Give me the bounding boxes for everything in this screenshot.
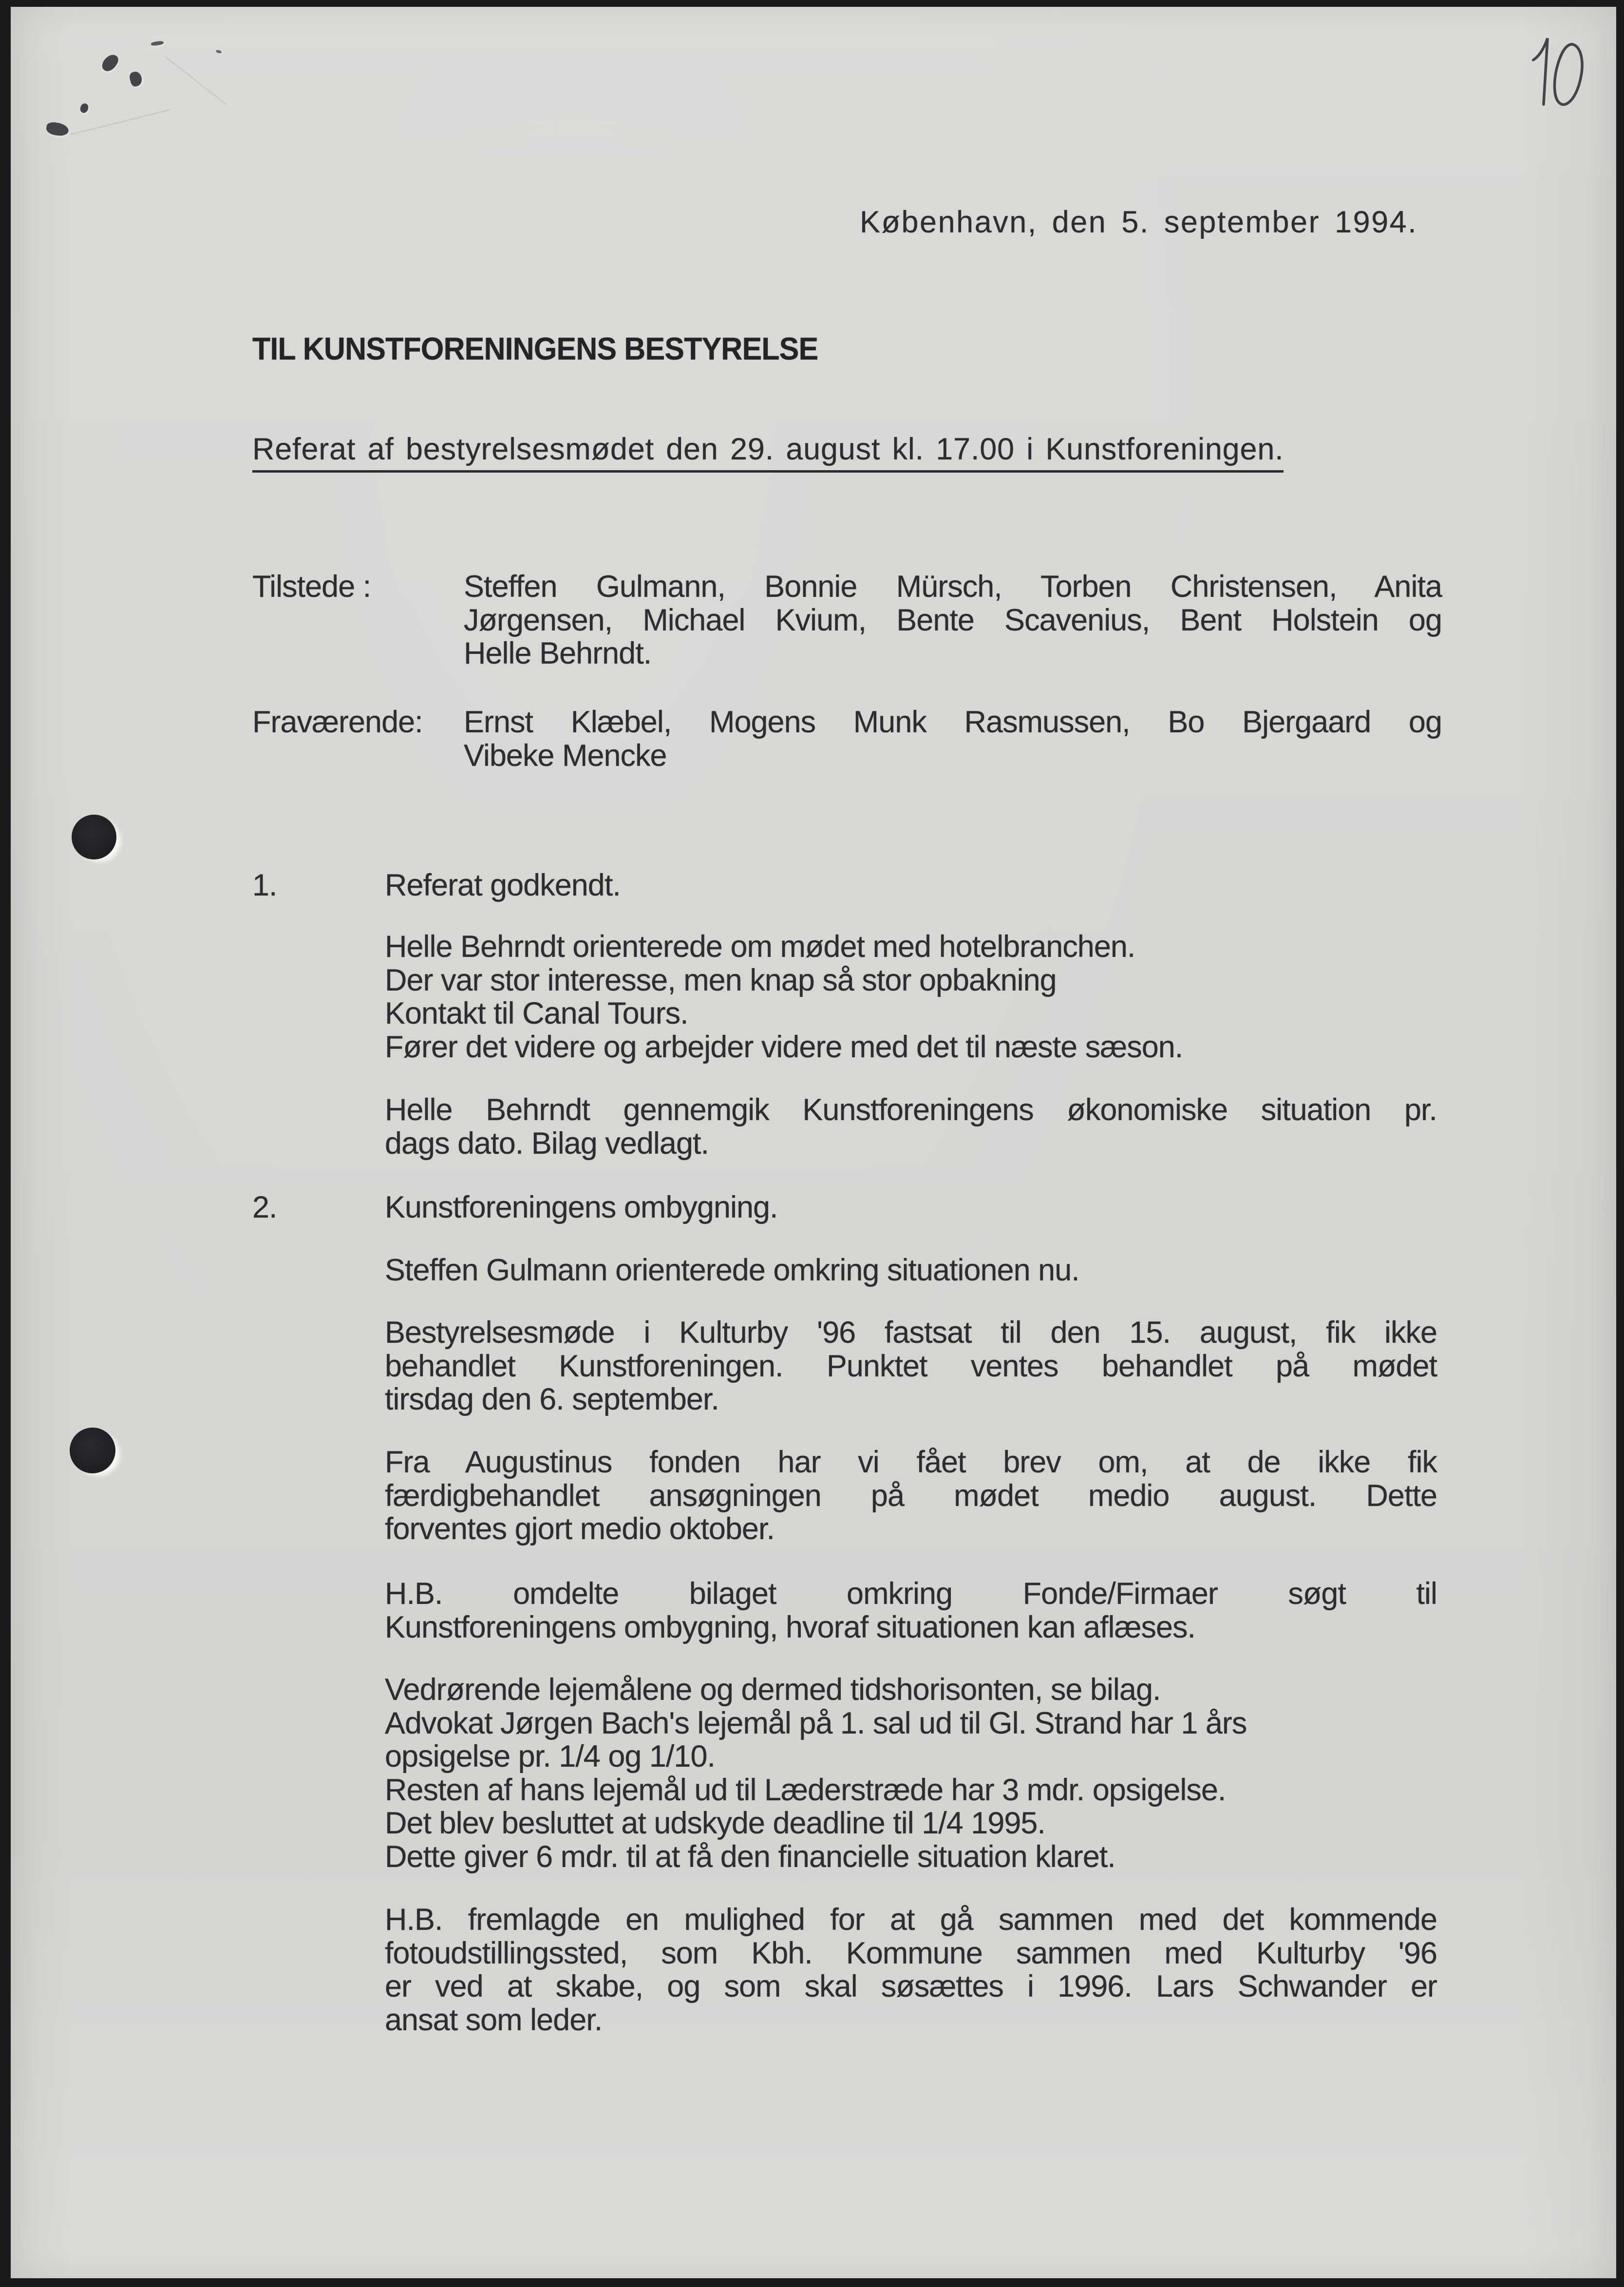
paragraph [385,1577,1437,1644]
document-line: Fra Augustinus fonden har vi fået brev om, at de ikke fik [385,1445,1437,1479]
document-line: Helle Behrndt orienterede om mødet med hotelbranchen. [385,930,1135,964]
crease-line [71,109,170,135]
document-line: tirsdag den 6. september. [385,1382,719,1416]
paper-damage-mark [151,40,164,46]
document-line: Vedrørende lejemålene og dermed tidshorisonten, se bilag. [385,1673,1161,1707]
handwritten-page-number [1524,32,1597,120]
crease-line [165,56,227,105]
date-line: København, den 5. september 1994. [860,205,1418,239]
document-line: Resten af hans lejemål ud til Læderstræde har 3 mdr. opsigelse. [385,1772,1226,1807]
document-title: TIL KUNSTFORENINGENS BESTYRELSE [252,331,818,366]
document-line: Det blev besluttet at udskyde deadline til 1/4 1995. [385,1806,1045,1840]
document-line: er ved at skabe, og som skal søsættes i 1996. Lars Schwander er [385,1969,1437,2003]
document-line: Helle Behrndt gennemgik Kunstforeningens økonomiske situation pr. [385,1093,1437,1127]
document-line: Bestyrelsesmøde i Kulturby '96 fastsat til den 15. august, fik ikke [385,1315,1437,1350]
document-line: Jørgensen, Michael Kvium, Bente Scavenius, Bent Holstein og [464,603,1442,637]
document-line: Ernst Klæbel, Mogens Munk Rasmussen, Bo Bjergaard og [464,705,1442,739]
document-line: dags dato. Bilag vedlagt. [385,1126,709,1161]
paper-damage-mark [215,50,222,54]
document-line: Kunstforeningens ombygning, hvoraf situationen kan aflæses. [385,1610,1196,1644]
item-number: 2. [252,1190,277,1224]
subject-line: Referat af bestyrelsesmødet den 29. august kl. 17.00 i Kunstforeningen. [252,433,1284,473]
document-line: Helle Behrndt. [464,636,652,670]
document-line: H.B. fremlagde en mulighed for at gå sammen med det kommende [385,1903,1437,1937]
paragraph [385,1093,1437,1160]
document-line: færdigbehandlet ansøgningen på mødet medio august. Dette [385,1478,1437,1513]
subject-row [252,433,1284,473]
hole-punch-bottom [70,1428,115,1473]
paragraph [385,1446,1437,1546]
document-line: ansat som leder. [385,2002,603,2037]
hole-punch-top [72,815,116,859]
absent-label: Fraværende: [252,705,423,739]
item-heading: Kunstforeningens ombygning. [385,1190,778,1224]
paragraph [385,1254,1437,1287]
document-line: Steffen Gulmann, Bonnie Mürsch, Torben Christensen, Anita [464,570,1442,604]
document-line: Dette giver 6 mdr. til at få den financielle situation klaret. [385,1839,1115,1874]
document-line: Fører det videre og arbejder videre med det til næste sæson. [385,1029,1183,1064]
paragraph [385,930,1437,1064]
present-names [464,570,1442,670]
present-label: Tilstede : [252,570,371,604]
item-heading: Referat godkendt. [385,868,621,902]
document-line: Advokat Jørgen Bach's lejemål på 1. sal ud til Gl. Strand har 1 års [385,1706,1247,1740]
paper-damage-mark [79,102,90,114]
paragraph [385,1903,1437,2037]
paper-damage-mark [99,52,120,74]
document-line: Der var stor interesse, men knap så stor opbakning [385,963,1057,997]
document-line: behandlet Kunstforeningen. Punktet ventes behandlet på mødet [385,1349,1437,1383]
document-line: opsigelse pr. 1/4 og 1/10. [385,1739,716,1773]
paper-sheet [11,7,1616,2278]
paragraph [385,1316,1437,1416]
document-line: H.B. omdelte bilaget omkring Fonde/Firmaer søgt til [385,1577,1437,1611]
document-line: Steffen Gulmann orienterede omkring situationen nu. [385,1253,1079,1287]
absent-names [464,705,1442,772]
document-line: Vibeke Mencke [464,738,667,773]
paper-damage-mark [45,121,69,137]
document-line: Kontakt til Canal Tours. [385,996,688,1030]
paper-damage-mark [129,70,144,87]
item-number: 1. [252,868,277,902]
document-line: fotoudstillingssted, som Kbh. Kommune sammen med Kulturby '96 [385,1936,1437,1970]
handwritten-10-strokes [1521,30,1599,122]
document-line: forventes gjort medio oktober. [385,1512,774,1546]
paragraph [385,1673,1437,1873]
